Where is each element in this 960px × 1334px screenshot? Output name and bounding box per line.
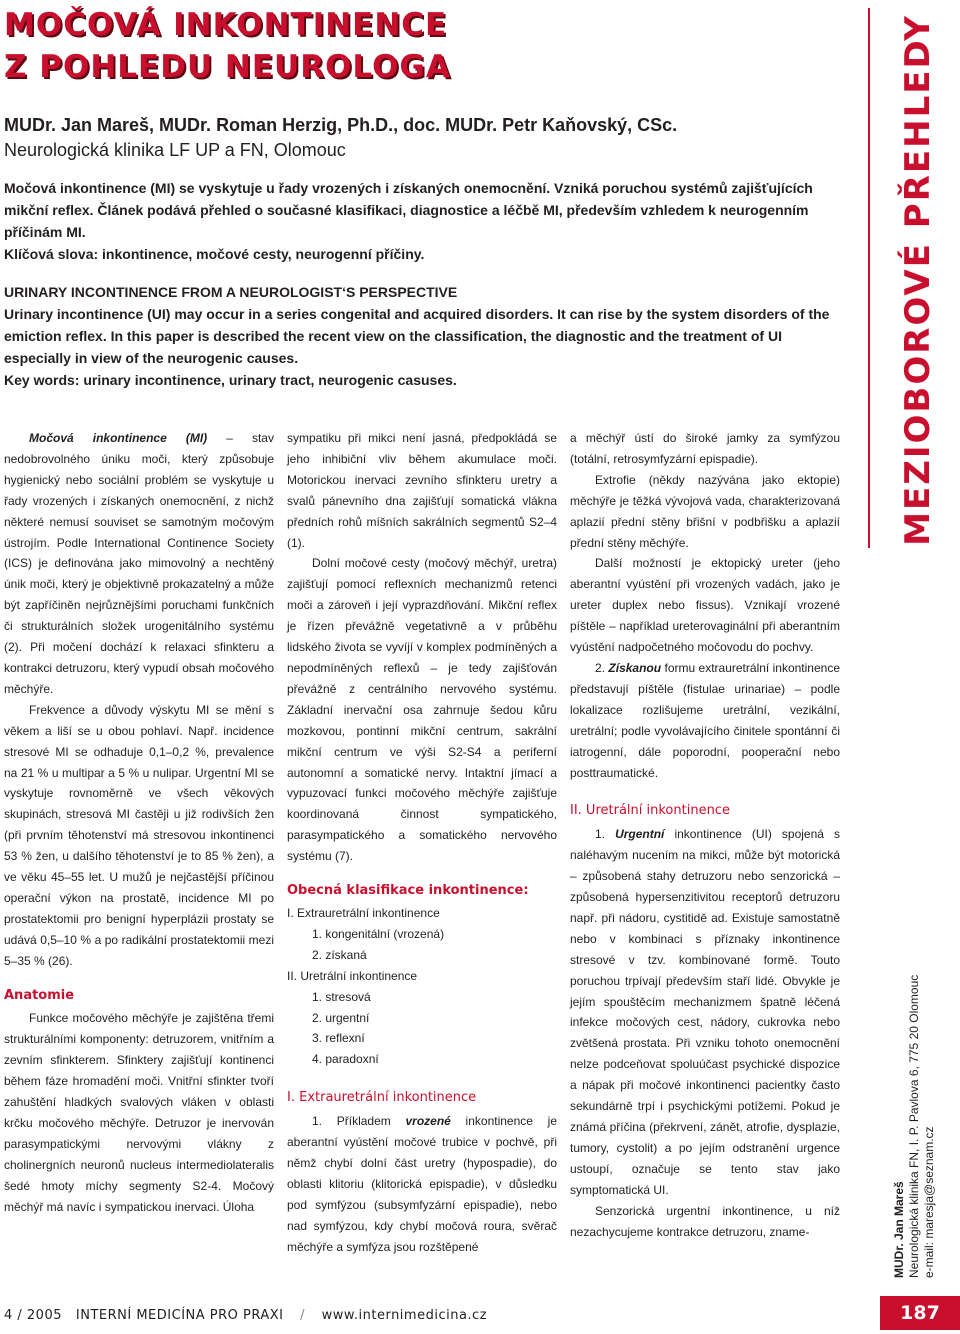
section-title: MEZIOBOROVÉ PŘEHLEDY [898,14,938,546]
col1-paragraph-3: Funkce močového měchýře je zajištěna třemi strukturálními komponenty: detruzorem, vnitřním a zevním sfinkterem. Sfinktery zajišťují kontinenci během fáze hromadění moči. Vnitřní sfinkter tvoří zahuštění hladkých svalových vláken v oblasti krčku močového měchýře. Detruzor je inervován parasympatickými nervovými vlákny z cholinergních neuronů nucleus intermediolateralis šedé hmoty míchy segmenty S2-4. Močový měchýř má navíc i sympatickou inervaci. Úloha [4,1011,274,1214]
list-item: 4. paradoxní [312,1052,379,1067]
column-1 [4,428,274,1218]
list-item: 1. kongenitální (vrozená) [312,926,445,941]
title-line-2: Z POHLEDU NEUROLOGA [4,49,451,85]
article-title [4,4,451,88]
footer-journal: INTERNÍ MEDICÍNA PRO PRAXI [75,1308,284,1323]
col3-paragraph-2: Extrofie (někdy nazývána jako ektopie) měchýře je těžká vývojová vada, charakterizovaná aplazií přední stěny břišní v podbřišku a aplazií přední stěny měchýře. [570,472,840,550]
heading-anatomy: Anatomie [4,987,75,1003]
col3-paragraph-6: Senzorická urgentní inkontinence, u níž nezachycujeme kontrakce detruzoru, zname- [570,1203,840,1239]
abstract-en-title: URINARY INCONTINENCE FROM A NEUROLOGIST‘S PERSPECTIVE [4,284,458,300]
list-item: 2. urgentní [312,1010,370,1025]
sidebar-band [868,8,960,548]
col3-p4-text: formu extrauretrální inkontinence představují píštěle (fistulae urinariae) – podle lokalizace rozlišujeme uretrální, vezikální, uretrální; podle vyvolávajícího činitele spontánní či iatrogenní, dále poporodní, pooperační nebo posttraumatické. [570,660,841,780]
footer-issue: 4 / 2005 [4,1308,62,1323]
heading-classification: Obecná klasifikace inkontinence: [287,883,529,899]
heading-urethral: II. Uretrální inkontinence [570,803,730,819]
footer-web: www.internimedicina.cz [321,1308,488,1323]
term-urgentni: Urgentní [615,827,665,842]
col2-paragraph-2: Dolní močové cesty (močový měchýř, uretra) zajišťují pomocí reflexních mechanizmů retenci moči a zároveň i její vyprazdňování. Mikční reflex je řízen převážně vegetativně a v průběhu lidského života se vyvíjí v komplex podmíněných a nepodmíněných reflexů – je tedy zajišťován převážně z centrálního nervového systému. Základní inervační osa zahrnuje šedou kůru mozkovou, pontinní mikční centrum, sakrální mikční centrum ve výši S2-S4 a periferní autonomní a somatické nervy. Intaktní jímací a vypuzovací funkci močového měchýře zajišťuje koordinovaná činnost sympatického, parasympatického a somatického nervového systému (7). [287,556,557,864]
title-line-1: MOČOVÁ INKONTINENCE [4,7,448,43]
col3-p5-pre: 1. [595,827,616,842]
term-mi: Močová inkontinence (MI) [29,431,208,445]
abstract-en-text: Urinary incontinence (UI) may occur in a series congenital and acquired disorders. It can rise by the system disorders of the emiction reflex. In this paper is described the recent view on the classification, the diagnostic and the treatment of UI especially in view of the neurogenic causes. [4,306,830,366]
col2-paragraph-1: sympatiku při mikci není jasná, předpokládá se jeho inhibiční vliv během akumulace moči. Motorickou inervaci zevního sfinkteru uretry a svalů pánevního dna zajišťují somatická vlákna předních rohů míšních sakrálních segmentů S2–4 (1). [287,431,557,550]
abstract-cz-text: Močová inkontinence (MI) se vyskytuje u řady vrozených i získaných onemocnění. Vzniká poruchou systémů zajišťujících mikční reflex. Článek podává přehled o současné klasifikaci, diagnostice a léčbě MI, především vzhledem k neurogenním příčinám MI. [4,180,813,240]
column-3 [570,428,840,1242]
list-item: I. Extrauretrální inkontinence [287,906,440,921]
abstract-en-keywords: Key words: urinary incontinence, urinary tract, neurogenic casuses. [4,372,457,388]
col1-paragraph-2: Frekvence a důvody výskytu MI se mění s věkem a liší se u obou pohlaví. Např. incidence stresové MI se odhaduje 0,1–0,2 %, prevalence na 21 % u multipar a 5 % u nulipar. Urgentní MI se vyskytuje rovnoměrně ve všech věkových skupinách, stresová MI častěji u již rodivších žen (při prvním těhotenství má stresovou inkontinenci 53 % žen, u dalšího těhotenství je to 85 % žen), a ve věku 45–55 let. U mužů je nejčastější příčinou operační výkon na prostatě, incidence MI po prostatektomii pro benigní hyperplázii prostaty se udává 0,5–10 % a po radikální prostatektomii mezi 5–35 % (26). [4,702,274,968]
col1-paragraph-1 [4,428,274,700]
col2-p3-pre: 1. Příkladem [312,1114,406,1129]
contact-email: e-mail: maresja@seznam.cz [922,1126,936,1278]
contact-block [892,974,937,1278]
abstract-cz-keywords: Klíčová slova: inkontinence, močové cesty, neurogenní příčiny. [4,246,425,262]
affiliation: Neurologická klinika LF UP a FN, Olomouc [4,140,346,160]
col3-paragraph-4 [570,658,840,783]
col3-p4-pre: 2. [595,660,609,675]
page-footer [0,1300,960,1334]
authors-block [4,113,677,163]
contact-name: MUDr. Jan Mareš [892,1181,906,1278]
author-names: MUDr. Jan Mareš, MUDr. Roman Herzig, Ph.D., doc. MUDr. Petr Kaňovský, CSc. [4,115,678,135]
footer-separator: / [300,1308,306,1323]
col3-paragraph-5 [570,824,840,1200]
col2-paragraph-3 [287,1111,557,1257]
col2-p3-text: inkontinence je aberantní vyústění močové trubice v pochvě, při němž chybí dolní část uretry (hypospadie), do oblasti klitoriu (klitorická epispadie), v důsledku pod symfýzou (subsymfyzární epispadie), nebo nad symfýzou, kdy chybí močová roura, svěrač měchýře a symfýza jsou rozštěpené [287,1114,557,1254]
footer-text [4,1308,487,1323]
list-item: 1. stresová [312,989,371,1004]
list-item: 2. získaná [312,947,367,962]
col1-p1-text: – stav nedobrovolného úniku moči, který způsobuje hygienický nebo sociální problém se vyskytuje u řady vrozených i získaných onemocnění, z nichž některé nemusí souviset se samotným močovým ústrojím. Podle International Continence Society (ICS) je definována jako mimovolný a nechtěný únik moči, který je objektivně prokazatelný a může být zapříčiněn nejrůznějšími poruchami funkčních či strukturálních složek urogenitálního systému (2). Při močení dochází k relaxaci sfinkteru a kontrakci detruzoru, který vypudí obsah močového měchýře. [4,431,274,696]
contact-address: Neurologická klinika FN, I. P. Pavlova 6, 775 20 Olomouc [907,974,921,1278]
classification-list [287,903,557,1070]
abstract [4,177,844,391]
col3-paragraph-3: Další možností je ektopický ureter (jeho aberantní vyústění při vrozených vadách, jako je ureter duplex nebo fissus). Vznikají vrozené píštěle – například ureterovaginální při aberantním vyústění nadpočetného močovodu do pochvy. [570,556,840,655]
col3-paragraph-1: a měchýř ústí do široké jamky za symfýzou (totální, retrosymfyzární epispadie). [570,431,840,466]
term-ziskanou: Získanou [608,660,662,675]
list-item: 3. reflexní [312,1031,365,1046]
term-vrozene: vrozené [405,1114,451,1129]
column-2 [287,428,557,1258]
page-number: 187 [880,1296,960,1330]
heading-extraurethral: I. Extrauretrální inkontinence [287,1090,477,1106]
col3-p5-text: inkontinence (UI) spojená s naléhavým nucením na mikci, může být motorická – způsobená stahy detruzoru nebo senzorická – způsobená hypersenzitivitou receptorů detruzoru např. při nádoru, cystitidě ad. Existuje samostatně nebo v kombinaci s příznaky inkontinence stresové v tzv. kombinované formě. Touto poruchou trpívají především staří lidé. Obvykle je jejím spouštěcím mechanizmem špatně léčená infekce močových cest, nádory, cukrovka nebo zvětšená prostata. Při vzniku tohoto onemocnění nelze podceňovat spoluúčast psychické dispozice a nápak při močové inkontinenci pacientky často sekundárně trpí i psychickými potížemi. Pokud je známá příčina (překrvení, zánět, atrofie, dysplazie, tumory, cystolit) a po jejím odstranění urgence ustoupí, označuje se tento stav jako symptomatická UI. [570,827,841,1197]
list-item: II. Uretrální inkontinence [287,968,418,983]
